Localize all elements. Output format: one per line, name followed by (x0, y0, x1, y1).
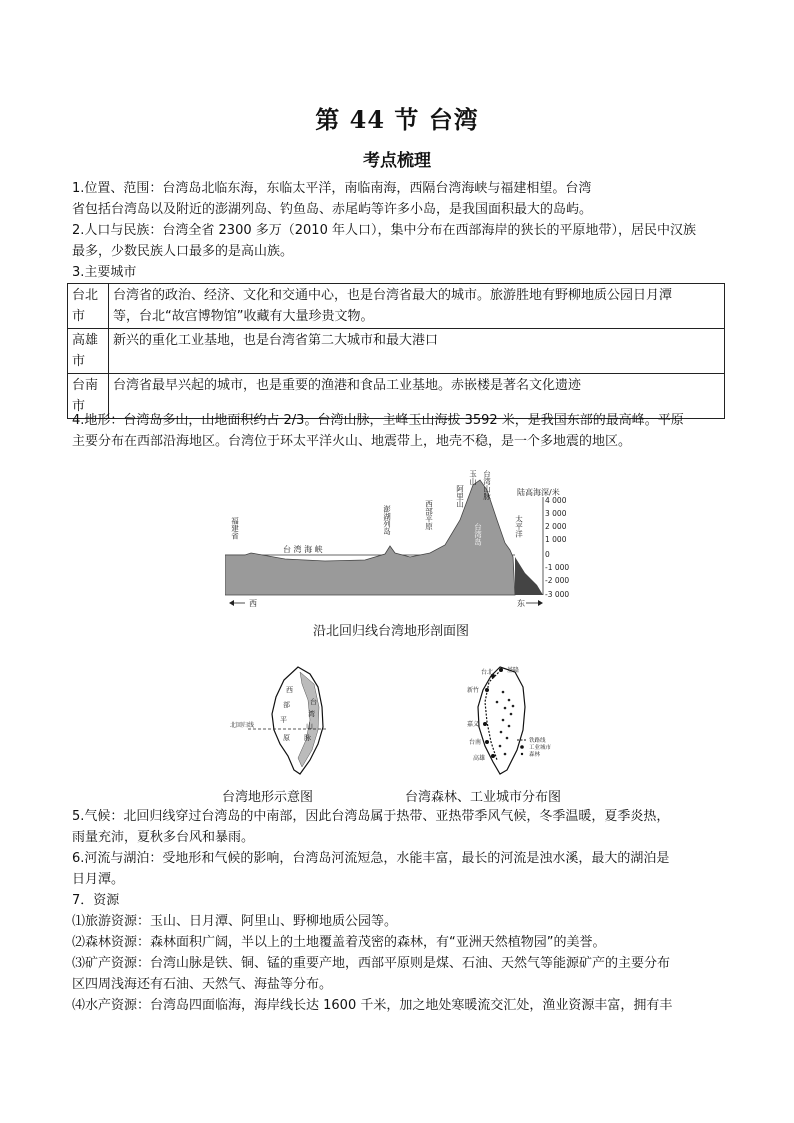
map-label: 原 (283, 734, 290, 742)
terrain-map-caption: 台湾地形示意图 (222, 790, 314, 805)
city-name-suffix: 市 (72, 309, 86, 324)
forest-map-caption: 台湾森林、工业城市分布图 (405, 790, 562, 805)
axis-title: 陆高海深/米 (517, 488, 560, 497)
east-arrowhead (538, 600, 543, 606)
penghu-label: 澎湖列岛 (382, 505, 392, 535)
table-row (68, 329, 725, 374)
text-line: ⑶矿产资源：台湾山脉是铁、铜、锰的重要产地，西部平原则是煤、石油、天然气等能源矿产的主要分布 (72, 956, 671, 971)
tick-label: 1 000 (545, 535, 567, 544)
map-label: 山 (306, 722, 313, 730)
city-name-suffix: 市 (72, 399, 86, 414)
city-name: 台北 (72, 288, 99, 303)
tropic-label: 北回归线 (230, 722, 255, 729)
text-line: 主要分布在西部沿海地区。台湾位于环太平洋火山、地震带上，地壳不稳，是一个多地震的地区。 (72, 434, 632, 449)
city-name-cell (68, 284, 109, 329)
ocean-trench-shape (515, 557, 543, 595)
tick-label: 0 (545, 550, 550, 559)
paragraph-cities-heading: 3.主要城市 (72, 265, 137, 280)
map-label: 湾 (308, 710, 315, 718)
paragraph-location (72, 178, 726, 220)
western-plain-label: 西部平原 (424, 500, 434, 530)
map-label: 平 (280, 716, 287, 724)
city-label: 新竹 (467, 687, 480, 694)
map-label: 部 (283, 701, 290, 709)
taiwan-forest-industry-map (445, 662, 565, 782)
text-line: 7．资源 (72, 893, 120, 908)
page-title: 第 44 节 台湾 (315, 105, 479, 134)
tick-label: 2 000 (545, 522, 567, 531)
tick-label: -3 000 (545, 590, 570, 599)
west-arrowhead (229, 600, 234, 606)
city-label: 嘉义 (467, 721, 480, 728)
map-label: 台 (310, 698, 317, 706)
east-label: 东 (517, 599, 525, 608)
taiwan-terrain-map (228, 662, 348, 782)
text-line: ⑴旅游资源：玉山、日月潭、阿里山、野柳地质公园等。 (72, 914, 398, 929)
depth-tick-labels (545, 496, 569, 599)
city-desc: 新兴的重化工业基地，也是台湾省第二大城市和最大港口 (113, 333, 439, 348)
tick-label: 4 000 (545, 496, 567, 505)
legend-label: 工业城市 (529, 745, 552, 751)
city-label: 台北 (481, 669, 494, 676)
city-desc: 台湾省的政治、经济、文化和交通中心，也是台湾省最大的城市。旅游胜地有野柳地质公园日月潭 (113, 288, 673, 303)
city-label: 台南 (469, 739, 482, 746)
alishan-label: 阿里山 (455, 485, 465, 508)
text-line: ⑷水产资源：台湾岛四面临海，海岸线长达 1600 千米，加之地处寒暖流交汇处，渔业资源丰富，拥有丰 (72, 998, 673, 1013)
section-subtitle: 考点梳理 (363, 151, 431, 171)
paragraph-terrain (72, 410, 726, 452)
pacific-label: 太平洋 (514, 515, 524, 538)
terrain-profile-figure (225, 465, 580, 610)
text-line: 1.位置、范围：台湾岛北临东海，东临太平洋，南临南海，西隔台湾海峡与福建相望。台湾 (72, 181, 592, 196)
text-line: 4.地形：台湾岛多山，山地面积约占 2/3。台湾山脉，主峰玉山海拔 3592 米，是我国东部的最高峰。平原 (72, 413, 684, 428)
city-desc-cell (109, 329, 725, 374)
taiwan-island-label: 台湾岛 (473, 523, 483, 546)
paragraph-climate (72, 806, 726, 848)
city-desc: 台湾省最早兴起的城市，也是重要的渔港和食品工业基地。赤嵌楼是著名文化遗迹 (113, 378, 582, 393)
text-line: 6.河流与湖泊：受地形和气候的影响，台湾岛河流短急，水能丰富，最长的河流是浊水溪，最大的湖泊是 (72, 851, 670, 866)
taiwan-range-label: 台湾山脉 (482, 470, 492, 500)
city-name: 台南 (72, 378, 99, 393)
text-line: 5.气候：北回归线穿过台湾岛的中南部，因此台湾岛属于热带、亚热带季风气候，冬季温暖，夏季炎热， (72, 809, 670, 824)
text-line: 2.人口与民族：台湾全省 2300 多万（2010 年人口），集中分布在西部海岸的狭长的平原地带），居民中汉族 (72, 223, 696, 238)
island-outline (478, 667, 525, 774)
strait-label: 台 湾 海 峡 (283, 545, 323, 554)
yushan-label: 玉山 (468, 470, 478, 485)
text-line: 省包括台湾岛以及附近的澎湖列岛、钓鱼岛、赤尾屿等许多小岛，是我国面积最大的岛屿。 (72, 202, 593, 217)
paragraph-resources (72, 890, 726, 1016)
city-name: 高雄 (72, 333, 99, 348)
city-name-cell (68, 329, 109, 374)
city-name-suffix: 市 (72, 354, 86, 369)
city-label: 高雄 (473, 755, 486, 762)
text-line: 日月潭。 (72, 872, 125, 887)
text-line: 最多，少数民族人口最多的是高山族。 (72, 244, 294, 259)
map-legend (517, 736, 552, 758)
map-label: 脉 (304, 734, 311, 742)
terrain-profile-shape (225, 480, 515, 595)
city-desc-cell (109, 284, 725, 329)
legend-label: 铁路线 (529, 738, 546, 744)
legend-label: 森林 (529, 752, 541, 758)
paragraph-population (72, 220, 726, 262)
profile-caption: 沿北回归线台湾地形剖面图 (313, 624, 470, 639)
west-label: 西 (249, 599, 257, 608)
text-line: ⑵森林资源：森林面积广阔，半以上的土地覆盖着茂密的森林，有“亚洲天然植物园”的美誉。 (72, 935, 606, 950)
tick-label: -2 000 (545, 576, 570, 585)
cities-table (67, 283, 725, 419)
map-label: 西 (286, 686, 293, 694)
table-row (68, 284, 725, 329)
city-label: 基隆 (507, 667, 520, 674)
paragraph-rivers (72, 848, 726, 890)
tick-label: 3 000 (545, 509, 567, 518)
tick-label: -1 000 (545, 563, 570, 572)
text-line: 区四周浅海还有石油、天然气、海盐等分布。 (72, 977, 333, 992)
fujian-label: 福建省 (230, 517, 240, 540)
text-line: 雨量充沛，夏秋多台风和暴雨。 (72, 830, 255, 845)
city-desc: 等，台北“故宫博物馆”收藏有大量珍贵文物。 (113, 309, 374, 324)
